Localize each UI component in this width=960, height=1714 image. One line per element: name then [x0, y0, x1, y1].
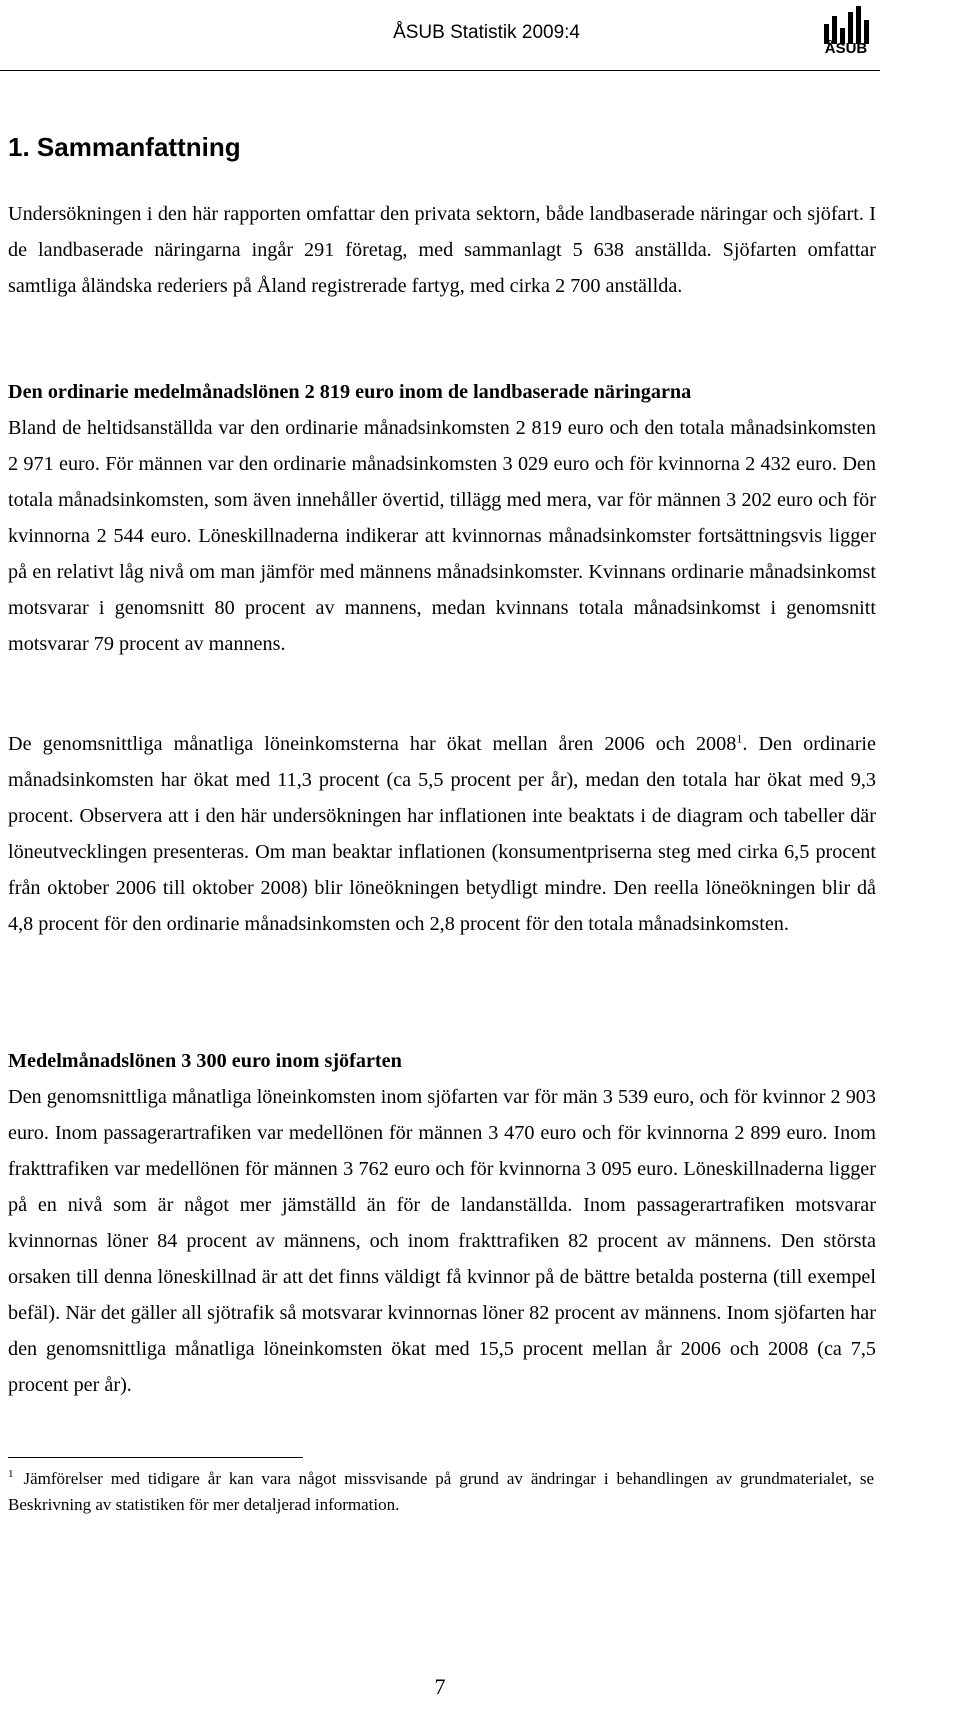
land-paragraph: Bland de heltidsanställda var den ordinarie månadsinkomsten 2 819 euro och den totala månadsinkomsten 2 971 euro. För männen var den ordinarie månadsinkomsten 3 029 euro och för kvinnorna 2 432 euro. Den totala månadsinkomsten, som även innehåller övertid, tillägg med mera, var för männen 3 202 euro och för kvinnorna 2 544 euro. Löneskillnaderna indikerar att kvinnornas månadsinkomster fortsättningsvis ligger på en relativt låg nivå om man jämför med männens månadsinkomster. Kvinnans ordinarie månadsinkomst motsvarar i genomsnitt 80 procent av mannens, medan kvinnans totala månadsinkomst i genomsnitt motsvarar 79 procent av mannens.: [8, 417, 876, 655]
growth-text-start: De genomsnittliga månatliga löneinkomsterna har ökat mellan åren 2006 och 2008: [8, 733, 737, 755]
footnote-text: Jämförelser med tidigare år kan vara något missvisande på grund av ändringar i behandlingen av grundmaterialet, se Beskrivning av statistiken för mer detaljerad information.: [8, 1469, 874, 1514]
footnote-reference: 1: [736, 731, 743, 746]
footnote: [8, 1466, 874, 1518]
sea-section: [8, 1043, 876, 1403]
footnote-number: 1: [8, 1468, 14, 1481]
growth-text-rest: . Den ordinarie månadsinkomsten har ökat med 11,3 procent (ca 5,5 procent per år), medan den totala har ökat med 9,3 procent. Observera att i den här undersökningen har inflationen inte beaktats i de diagram och tabeller där löneutvecklingen presenteras. Om man beaktar inflationen (konsumentpriserna steg med cirka 6,5 procent från oktober 2006 till oktober 2008) blir löneökningen betydligt mindre. Den reella löneökningen blir då 4,8 procent för den ordinarie månadsinkomsten och 2,8 procent för den totala månadsinkomsten.: [8, 733, 876, 935]
land-subheading: Den ordinarie medelmånadslönen 2 819 euro inom de landbaserade näringarna: [8, 381, 692, 403]
page-number: 7: [434, 1674, 446, 1699]
header-rule: [0, 70, 880, 71]
land-section: [8, 374, 876, 662]
running-header: ÅSUB Statistik 2009:4: [393, 22, 580, 43]
logo-text: ÅSUB: [824, 40, 868, 57]
section-heading: 1. Sammanfattning: [8, 132, 241, 162]
intro-paragraph: Undersökningen i den här rapporten omfattar den privata sektorn, både landbaserade näringar och sjöfart. I de landbaserade näringarna ingår 291 företag, med sammanlagt 5 638 anställda. Sjöfarten omfattar samtliga åländska rederiers på Åland registrerade fartyg, med cirka 2 700 anställda.: [8, 203, 876, 297]
growth-paragraph: [8, 726, 876, 942]
sea-subheading: Medelmånadslönen 3 300 euro inom sjöfarten: [8, 1050, 402, 1072]
sea-paragraph: Den genomsnittliga månatliga löneinkomsten inom sjöfarten var för män 3 539 euro, och för kvinnor 2 903 euro. Inom passagerartrafiken var medellönen för männen 3 470 euro och för kvinnorna 2 899 euro. Inom frakttrafiken var medellönen för männen 3 762 euro och för kvinnorna 3 095 euro. Löneskillnaderna ligger på en nivå som är något mer jämställd än för de landanställda. Inom passagerartrafiken motsvarar kvinnornas löner 84 procent av männens, och inom frakttrafiken 82 procent av männens. Den största orsaken till denna löneskillnad är att det finns väldigt få kvinnor på de bättre betalda posterna (till exempel befäl). När det gäller all sjötrafik så motsvarar kvinnornas löner 82 procent av männens. Inom sjöfarten har den genomsnittliga månatliga löneinkomsten ökat med 15,5 procent mellan år 2006 och 2008 (ca 7,5 procent per år).: [8, 1086, 876, 1396]
footnote-rule: [8, 1457, 303, 1458]
